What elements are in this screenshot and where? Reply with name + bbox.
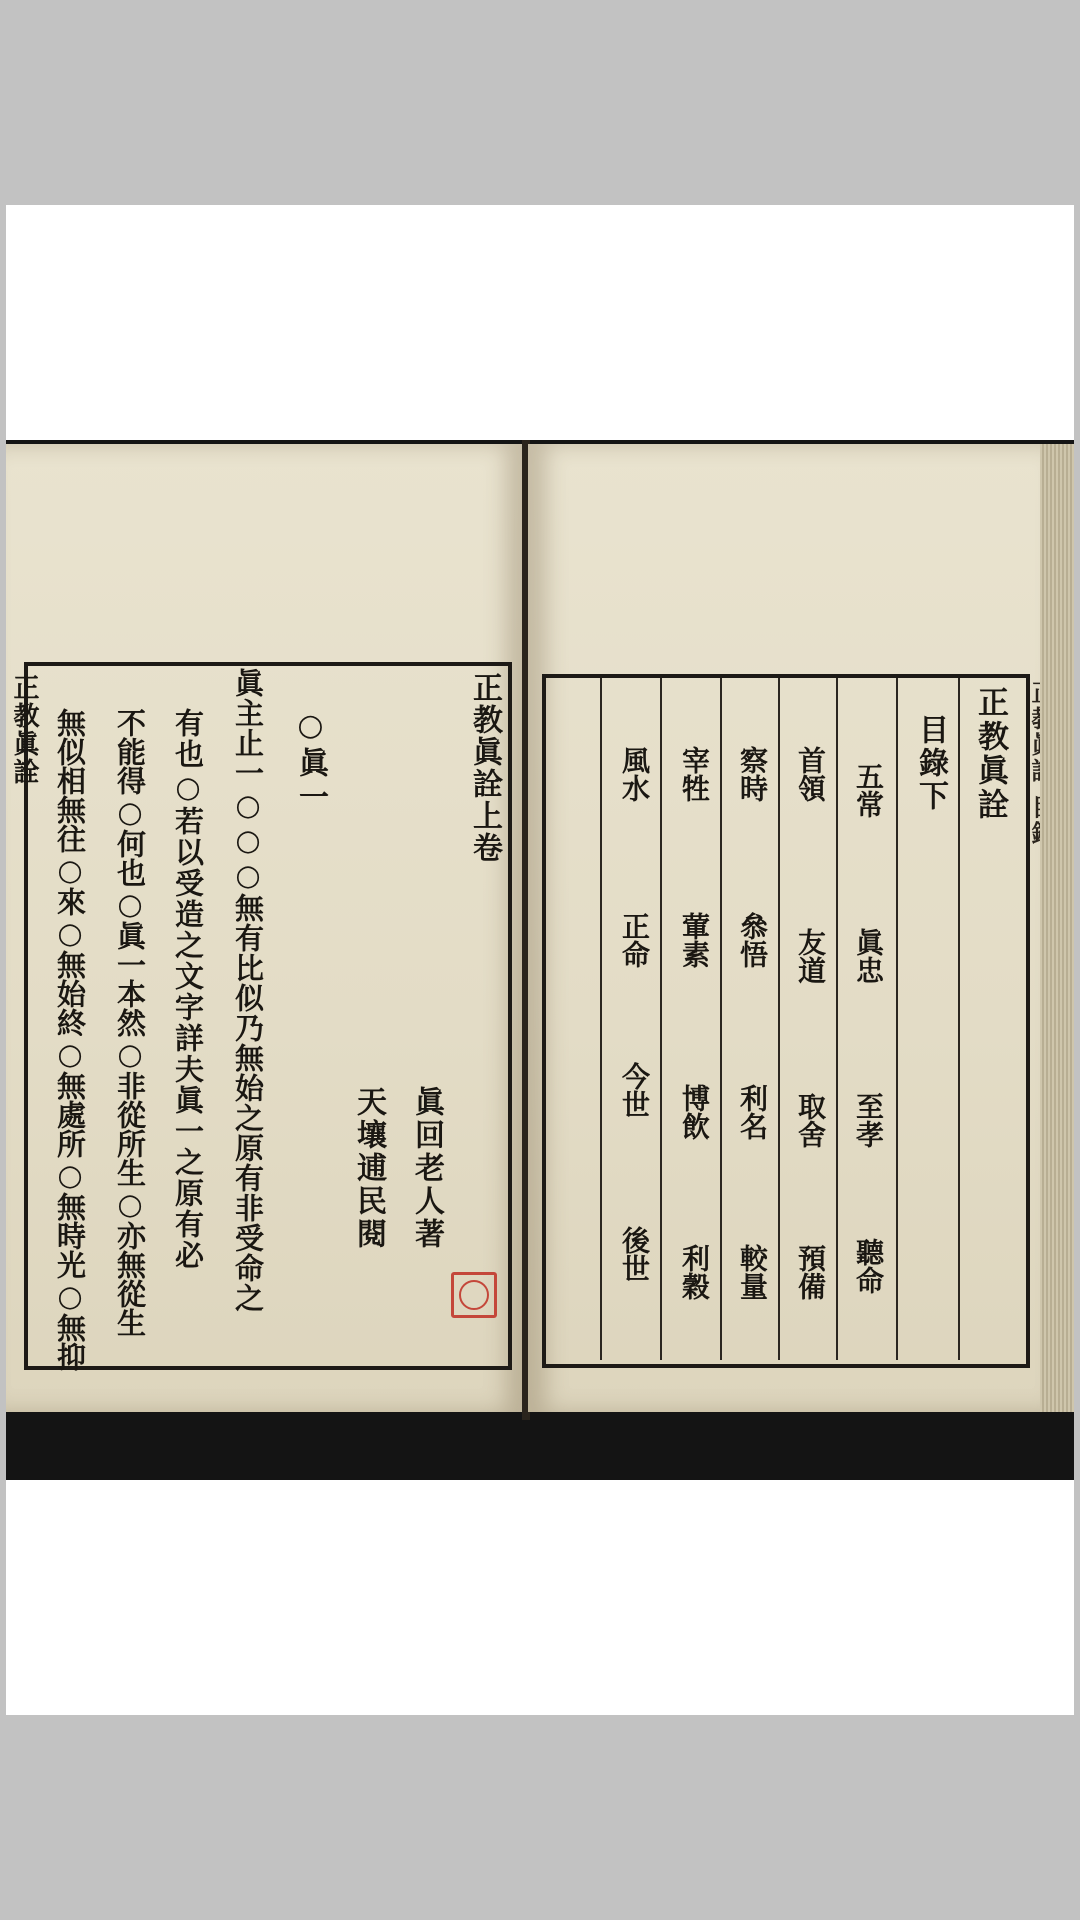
toc-entry: 較量 [736, 1244, 769, 1300]
text-column: 眞主止一○○○無有比似乃無始之原有非受命之 [231, 668, 265, 1313]
text-column: 不能得○何也○眞一本然○非從所生○亦無從生 [113, 708, 147, 1337]
author-line: 眞回老人著 [409, 1086, 444, 1251]
margin-label: 正教眞詮 [9, 674, 39, 786]
text-column: 無似相無往○來○無始終○無處所○無時光○無抑 [53, 708, 87, 1371]
toc-entry: 葷素 [678, 912, 711, 968]
editor-line: 天壤逋民閱 [351, 1086, 386, 1251]
book-photo [6, 440, 1074, 1480]
column-rule [778, 678, 780, 1360]
toc-entry: 友道 [794, 928, 827, 984]
book-title: 正教眞詮 [972, 686, 1008, 822]
toc-entry: 察時 [736, 746, 769, 802]
toc-entry: 風水 [618, 746, 651, 802]
column-rule [720, 678, 722, 1360]
toc-entry: 首領 [794, 746, 827, 802]
toc-entry: 今世 [618, 1062, 651, 1118]
toc-entry: 至孝 [852, 1092, 885, 1148]
book-title: 正教眞詮上卷 [467, 672, 502, 864]
column-rule [896, 678, 898, 1360]
toc-entry: 利名 [736, 1084, 769, 1140]
toc-entry: 博飲 [678, 1084, 711, 1140]
toc-section-title: 目錄下 [913, 714, 948, 813]
toc-entry: 利穀 [678, 1244, 711, 1300]
toc-entry: 五常 [852, 762, 885, 818]
right-page [528, 444, 1040, 1412]
toc-entry: 正命 [618, 912, 651, 968]
page-edges [1040, 444, 1074, 1412]
text-column: 有也○若以受造之文字詳夫眞一之原有必 [171, 708, 205, 1271]
red-seal-stamp [451, 1272, 497, 1318]
column-rule [660, 678, 662, 1360]
toc-entry: 後世 [618, 1226, 651, 1282]
toc-entry: 取舍 [794, 1092, 827, 1148]
left-page [6, 444, 524, 1412]
toc-entry: 眞忠 [852, 928, 885, 984]
column-rule [836, 678, 838, 1360]
section-heading: ○眞一 [293, 708, 328, 815]
toc-entry: 叅悟 [736, 912, 769, 968]
column-rule [600, 678, 602, 1360]
toc-entry: 宰牲 [678, 746, 711, 802]
toc-entry: 聽命 [852, 1238, 885, 1294]
toc-entry: 預備 [794, 1244, 827, 1300]
column-rule [958, 678, 960, 1360]
